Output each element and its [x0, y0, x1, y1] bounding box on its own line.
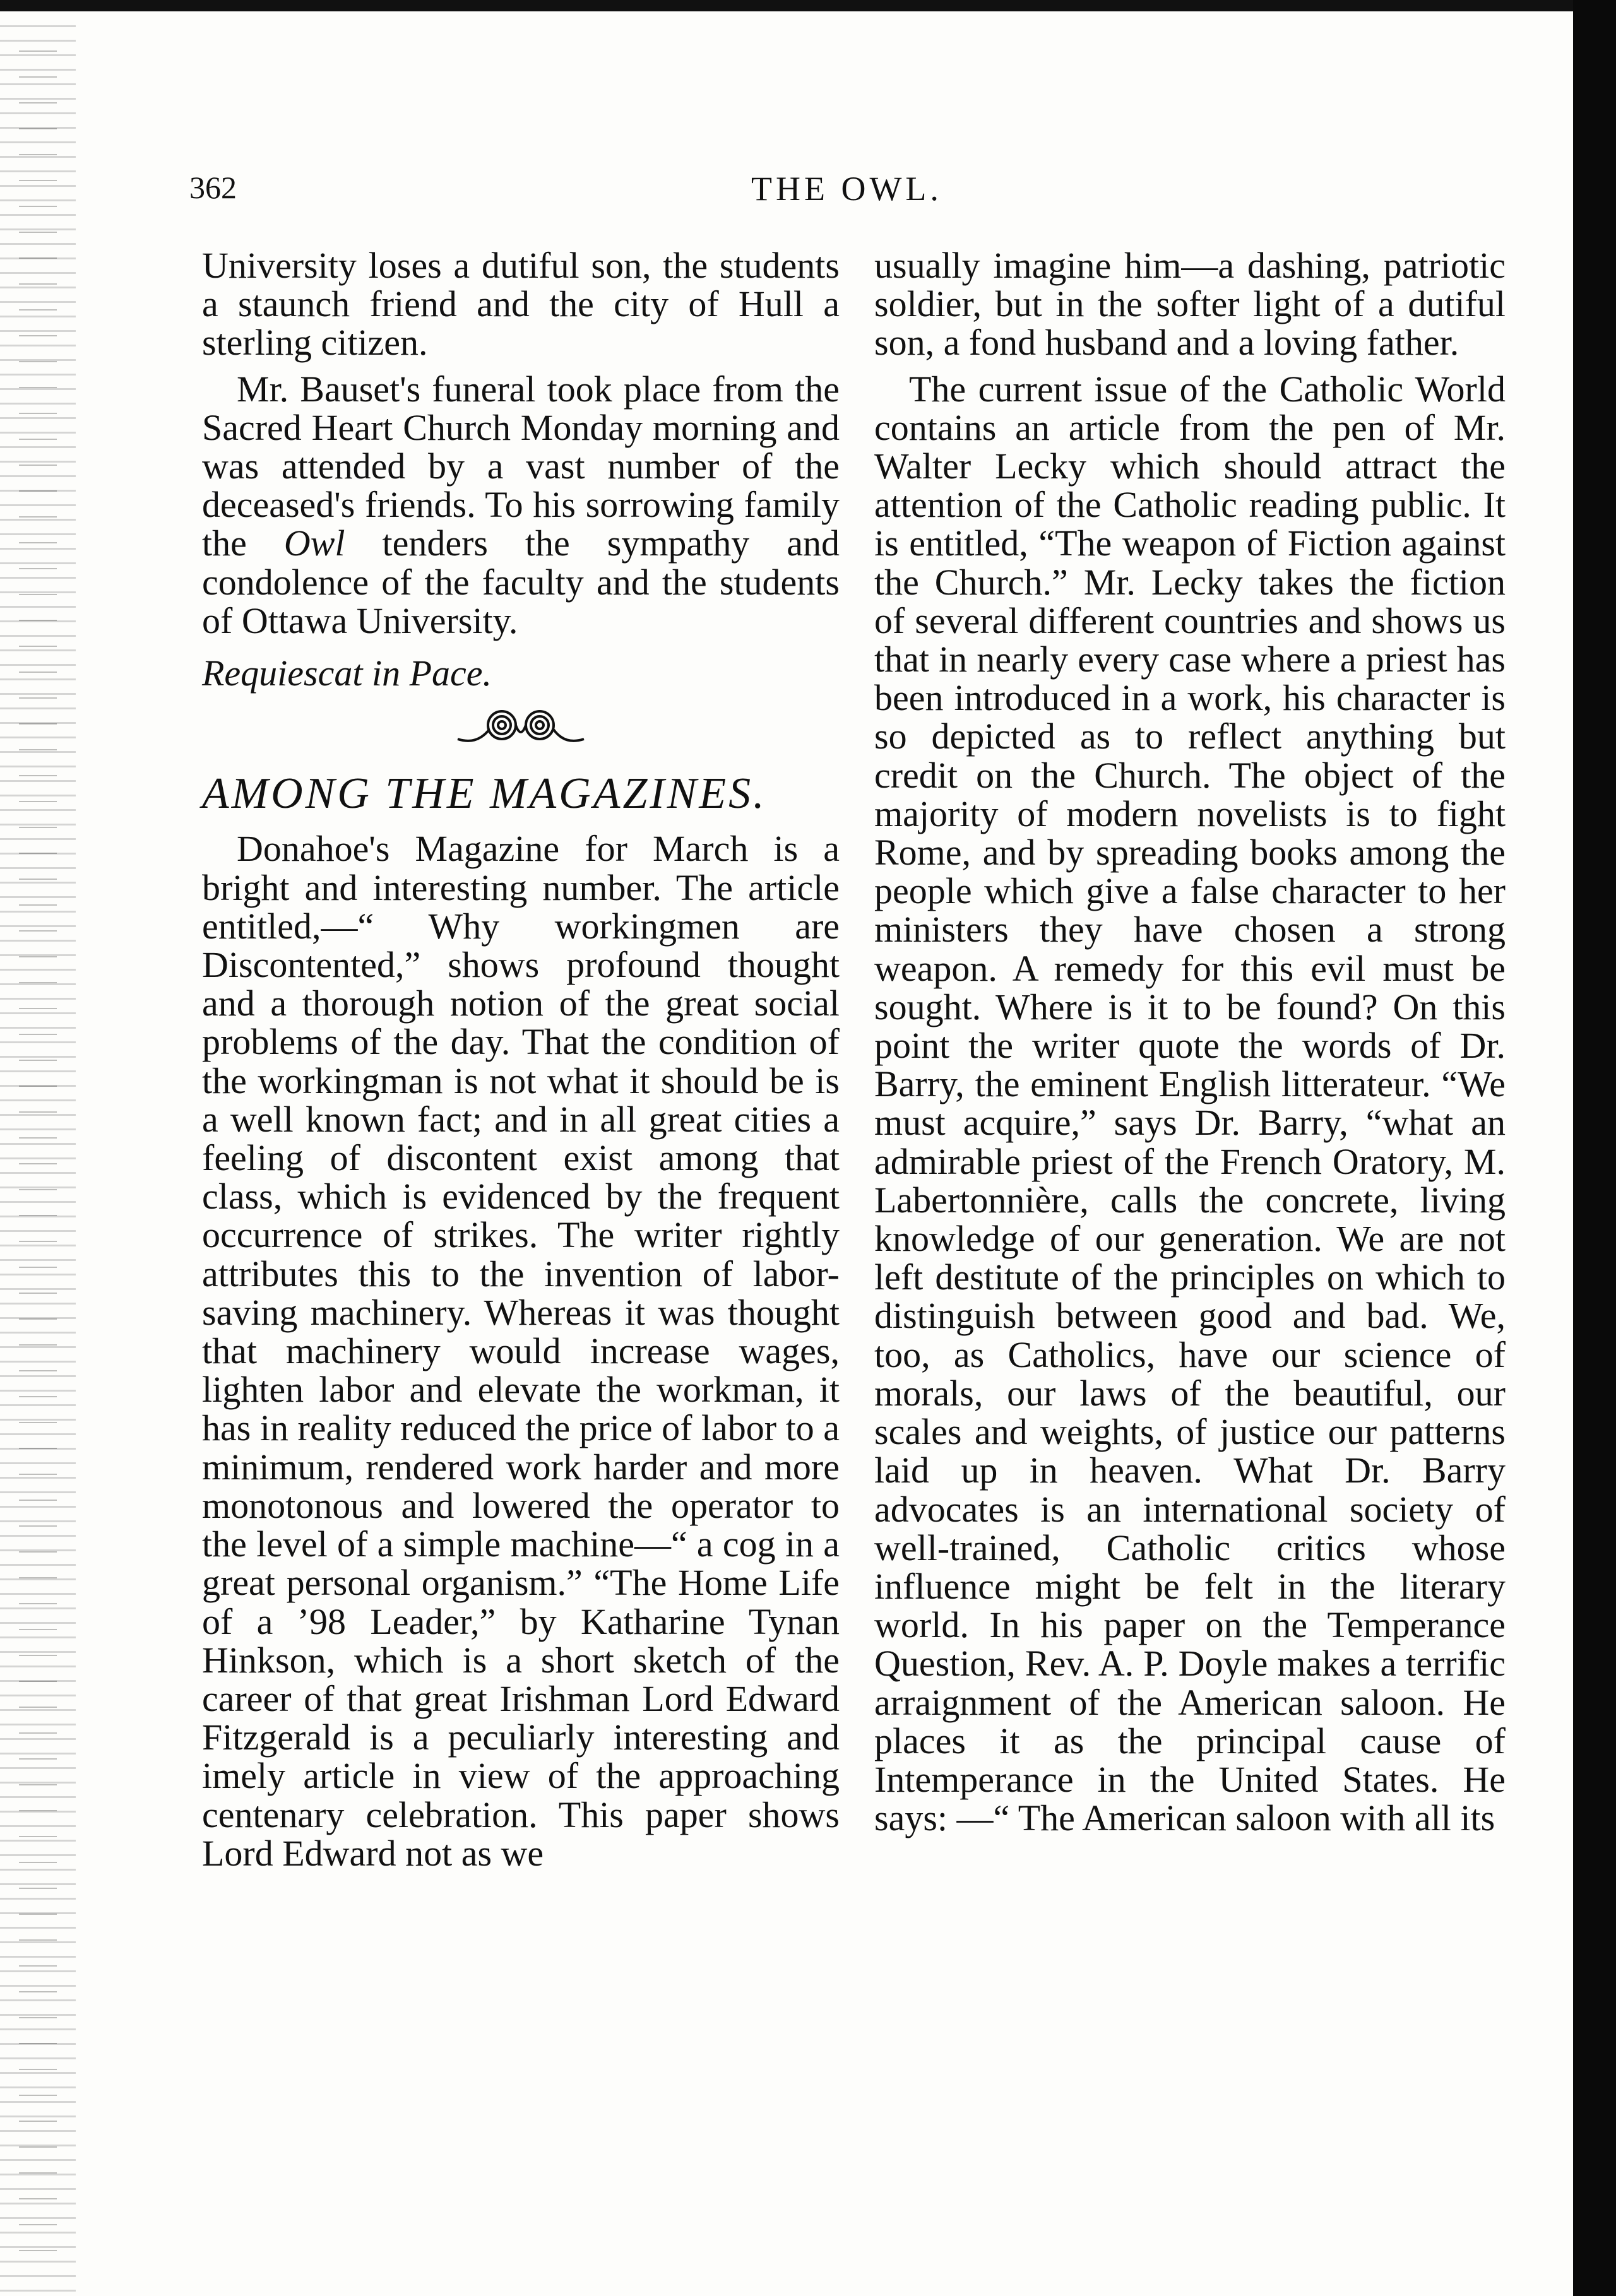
- scan-top-border: [0, 0, 1616, 11]
- paragraph: usually imagine him—a dashing, patriotic soldier, but in the softer light of a dutiful son, a fond husband and a loving father.: [874, 245, 1506, 364]
- running-head: [189, 169, 1515, 213]
- paragraph-donahoe: Donahoe's Magazine for March is a bright and interesting number. The article entitled,—“ Why workingmen are Discontented,” shows profound thought and a thorough notion of the great social problems of the day. That the condition of the workingman is not what it should be is a well known fact; and in all great cities a feeling of discontent exist among that class, which is evidenced by the frequent occurrence of strikes. The writer rightly attributes this to the invention of labor-saving machinery. Whereas it was thought that machinery would increase wages, lighten labor and elevate the workman, it has in reality reduced the price of labor to a minimum, rendered work harder and more monotonous and lowered the operator to the level of a simple machine—“ a cog in a great personal organism.” “The Home Life of a ’98 Leader,” by Katharine Tynan Hinkson, which is a short sketch of the career of that great Irishman Lord Edward Fitzgerald is a peculiarly interesting and imely article in view of the approaching centenary celebration. This paper shows Lord Edward not as we: [202, 828, 840, 1874]
- scan-right-edge: [1573, 0, 1616, 2296]
- paragraph-funeral: [202, 370, 840, 640]
- left-column: [202, 246, 840, 1873]
- spiral-ornament-icon: [202, 701, 840, 752]
- right-column: [874, 246, 1506, 1837]
- journal-title: THE OWL.: [751, 170, 942, 208]
- scan-margin-artifact-dots: [19, 50, 57, 2259]
- requiescat-line: Requiescat in Pace.: [202, 653, 492, 694]
- page-number: 362: [189, 170, 237, 205]
- paragraph: University loses a dutiful son, the students a staunch friend and the city of Hull a sterling citizen.: [202, 245, 840, 364]
- text-run: tenders the sympathy and condolence of the faculty and the students of Ottawa University.: [202, 523, 840, 641]
- paragraph-catholic-world: The current issue of the Catholic World contains an article from the pen of Mr. Walter Lecky which should attract the attention of the Catholic reading public. It is entitled, “The weapon of Fiction against the Church.” Mr. Lecky takes the fiction of several different countries and shows us that in nearly every case where a priest has been introduced in a work, his character is so depicted as to reflect anything but credit on the Church. The object of the majority of modern novelists is to fight Rome, and by spreading books among the people which give a false character to her ministers they have chosen a strong weapon. A remedy for this evil must be sought. Where is it to be found? On this point the writer quote the words of Dr. Barry, the eminent English litterateur. “We must acquire,” says Dr. Barry, “what an admirable priest of the French Oratory, M. Labertonnière, calls the concrete, living knowledge of our generation. We are not left destitute of the principles on which to distinguish between good and bad. We, too, as Catholics, have our science of morals, our laws of the beautiful, our scales and weights, of justice our patterns laid up in heaven. What Dr. Barry advocates is an international society of well-trained, Catholic critics whose influence might be felt in the literary world. In his paper on the Temperance Question, Rev. A. P. Doyle makes a terrific arraignment of the American saloon. He places it as the principal cause of Intemperance in the United States. He says: —“ The American saloon with all its: [874, 368, 1506, 1839]
- text-run: Mr. Bauset's funeral took place from the Sacred Heart Church Monday morning and was attended by a vast number of the deceased's friends. To his sorrowing family the: [202, 368, 840, 564]
- section-title: AMONG THE MAGAZINES.: [202, 769, 767, 819]
- owl-italic: Owl: [283, 523, 345, 564]
